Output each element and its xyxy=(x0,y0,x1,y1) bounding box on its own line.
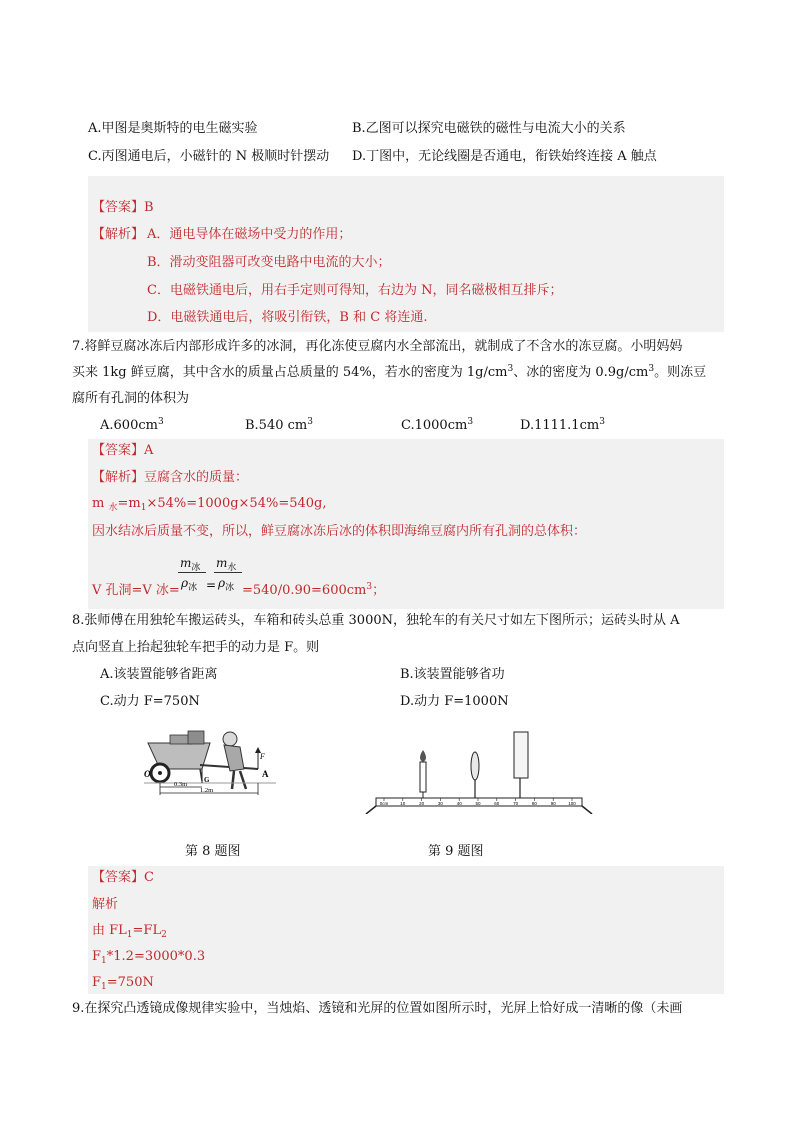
q6-exp-b: B．滑动变阻器可改变电路中电流的大小； xyxy=(147,255,391,270)
q7-option-b: B.540 $cm^3$ xyxy=(245,417,313,433)
q8-option-c: C.动力 F=750N xyxy=(100,694,200,709)
ruler-tick-label: 70 xyxy=(513,801,519,806)
q6-answer: 【答案】B xyxy=(92,200,154,215)
fig8-dim-12: 1.2m xyxy=(200,787,214,794)
q7-option-d: $D.1111.1cm^3$ xyxy=(520,417,605,433)
q8-option-a: A.该装置能够省距离 xyxy=(100,667,218,682)
frac-m-ice: $m_冰$ xyxy=(180,556,201,573)
ruler-tick-label: 60 xyxy=(494,801,500,806)
ruler-tick-label: 0cm xyxy=(379,801,389,806)
ruler-tick-label: 10 xyxy=(400,801,406,806)
q7-option-c: $C.1000cm^3$ xyxy=(401,417,474,433)
q7-exp-2: m $_水=m_1\times 54\%=1000g\times 54\%=540g$, xyxy=(92,496,327,513)
q8-exp-3: $F_1*1.2=3000*0.3$ xyxy=(92,949,206,966)
q6-option-b: B.乙图可以探究电磁铁的磁性与电流大小的关系 xyxy=(352,121,626,136)
q7-answer: 【答案】A xyxy=(92,443,154,458)
fig8-label-a: A xyxy=(262,769,269,779)
frac-m-water: $m_水$ xyxy=(216,556,237,573)
q8-exp-1: 解析 xyxy=(92,897,119,912)
ruler-tick-label: 90 xyxy=(550,801,556,806)
q7-exp-1: 【解析】豆腐含水的质量： xyxy=(92,470,249,485)
frac-equals: = xyxy=(206,578,217,592)
q7-exp-4a: V 孔洞=V 冰= xyxy=(92,583,180,598)
figure-8-caption: 第 8 题图 xyxy=(185,844,241,859)
q8-option-b: B.该装置能够省功 xyxy=(400,667,505,682)
ruler-tick-label: 30 xyxy=(437,801,443,806)
q8-stem-line2: 点向竖直上抬起独轮车把手的动力是 F。则 xyxy=(72,640,320,655)
q8-stem-line1: 8.张师傅在用独轮车搬运砖头，车箱和砖头总重 3000N，独轮车的有关尺寸如左下图所示；运砖头时从 A xyxy=(72,613,680,628)
ruler-tick-label: 50 xyxy=(475,801,481,806)
ruler-tick-label: 100 xyxy=(568,801,576,806)
q7-exp-4b: $=540/0.90=600cm^3$； xyxy=(242,582,386,598)
q7-stem-line2: 买来 1kg 鲜豆腐，其中含水的质量占总质量的 54%，若水的密度为 $1g/cm^3$、冰的密度为 $0.9g/cm^3$。则冻豆 xyxy=(72,364,707,380)
frac-bar-2 xyxy=(214,572,242,573)
q6-exp-d: D．电磁铁通电后，将吸引衔铁，B 和 C 将连通. xyxy=(147,310,428,325)
q7-exp-3: 因水结冰后质量不变，所以，鲜豆腐冰冻后冰的体积即海绵豆腐内所有孔洞的总体积： xyxy=(92,524,587,539)
q6-option-d: D.丁图中，无论线圈是否通电，衔铁始终连接 A 触点 xyxy=(352,149,657,164)
frac-rho-2: $\rho_冰$ xyxy=(218,576,235,593)
fig8-label-f: F xyxy=(260,752,265,761)
fig8-label-o: O xyxy=(144,769,151,779)
q8-option-d: D.动力 F=1000N xyxy=(400,694,509,709)
figure-8-wheelbarrow xyxy=(140,725,280,797)
q6-option-c: C.丙图通电后，小磁针的 N 极顺时针摆动 xyxy=(88,149,330,164)
ruler-tick-label: 20 xyxy=(419,801,425,806)
q8-exp-2: 由 $FL_1=FL_2$ xyxy=(92,923,167,940)
q7-option-a: $A.600cm^3$ xyxy=(100,417,164,433)
fig8-dim-03: 0.3m xyxy=(174,781,188,788)
q7-stem-line3: 腐所有孔洞的体积为 xyxy=(72,391,190,406)
ruler-tick-label: 40 xyxy=(456,801,462,806)
q8-answer-block xyxy=(88,866,724,994)
q6-exp-a: A．通电导体在磁场中受力的作用； xyxy=(147,227,352,242)
figure-9-caption: 第 9 题图 xyxy=(428,844,484,859)
frac-rho-1: $\rho_冰$ xyxy=(181,576,198,593)
q6-exp-c: C．电磁铁通电后，用右手定则可得知，右边为 N，同名磁极相互排斥； xyxy=(147,283,563,298)
figure-9-optical-bench xyxy=(362,728,596,814)
q6-explanation-head: 【解析】 xyxy=(92,227,145,242)
q7-stem-line1: 7.将鲜豆腐冰冻后内部形成许多的冰洞，再化冻使豆腐内水全部流出，就制成了不含水的冻豆腐。小明妈妈 xyxy=(72,339,683,354)
ruler-tick-label: 80 xyxy=(531,801,537,806)
q9-stem-line1: 9.在探究凸透镜成像规律实验中，当烛焰、透镜和光屏的位置如图所示时，光屏上恰好成一清晰的像（未画 xyxy=(72,1001,683,1016)
q6-option-a: A.甲图是奥斯特的电生磁实验 xyxy=(88,121,258,136)
frac-bar-1 xyxy=(178,572,206,573)
q8-answer: 【答案】C xyxy=(92,870,154,885)
q8-exp-4: $F_1=750N$ xyxy=(92,975,154,992)
fig8-label-g: G xyxy=(204,776,210,784)
